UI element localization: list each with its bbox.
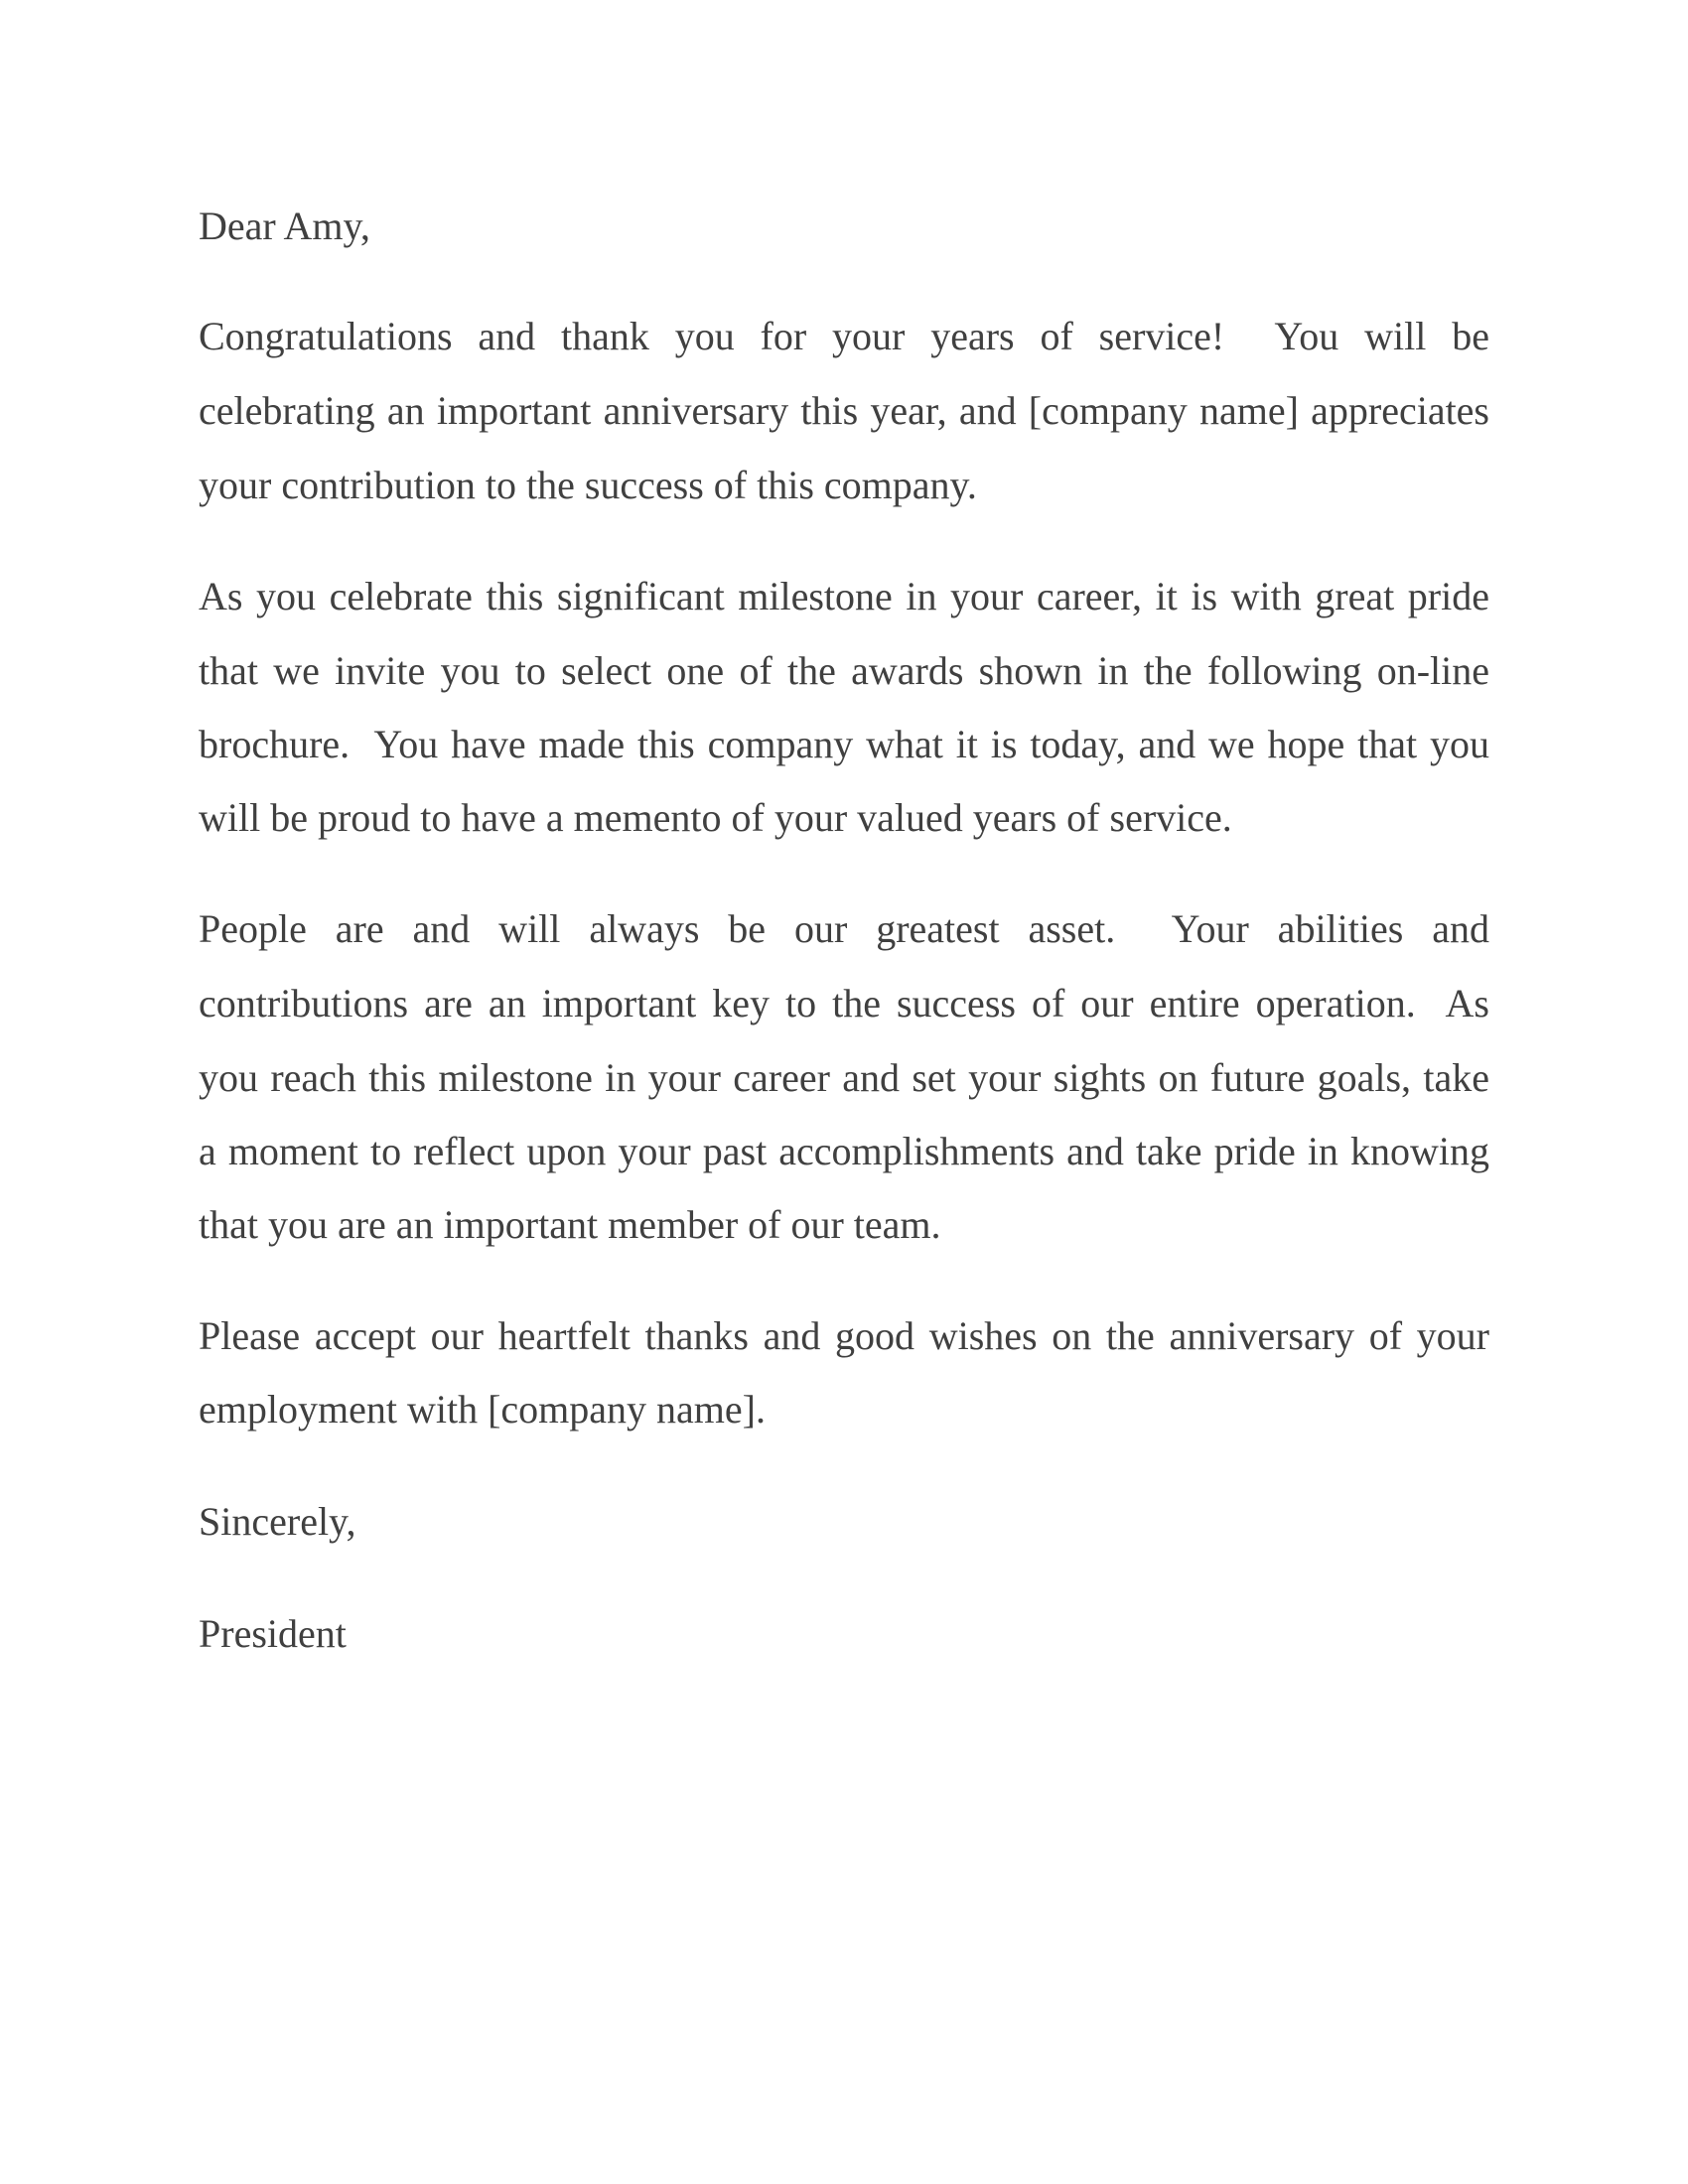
signature: President	[199, 1611, 347, 1656]
paragraph-line: Please accept our heartfelt thanks and good wishes on the anniversary of your	[199, 1313, 1489, 1358]
paragraph-line: a moment to reflect upon your past accomplishments and take pride in knowing	[199, 1129, 1489, 1173]
paragraph-line: that you are an important member of our team.	[199, 1202, 941, 1247]
paragraph-line: People are and will always be our greatest asset. Your abilities and	[199, 906, 1489, 951]
paragraph-line: brochure. You have made this company what it is today, and we hope that you	[199, 722, 1489, 766]
paragraph-line: your contribution to the success of this company.	[199, 463, 977, 507]
paragraph-line: that we invite you to select one of the awards shown in the following on-line	[199, 648, 1489, 693]
salutation: Dear Amy,	[199, 204, 370, 248]
closing: Sincerely,	[199, 1499, 356, 1544]
paragraph-line: As you celebrate this significant milestone in your career, it is with great pride	[199, 574, 1489, 618]
paragraph-line: will be proud to have a memento of your valued years of service.	[199, 795, 1232, 840]
paragraph-line: contributions are an important key to the success of our entire operation. As	[199, 981, 1489, 1025]
paragraph-line: you reach this milestone in your career and set your sights on future goals, take	[199, 1055, 1489, 1100]
paragraph-line: employment with [company name].	[199, 1387, 766, 1432]
paragraph-line: celebrating an important anniversary this year, and [company name] appreciates	[199, 388, 1489, 433]
paragraph-line: Congratulations and thank you for your years of service! You will be	[199, 314, 1489, 358]
